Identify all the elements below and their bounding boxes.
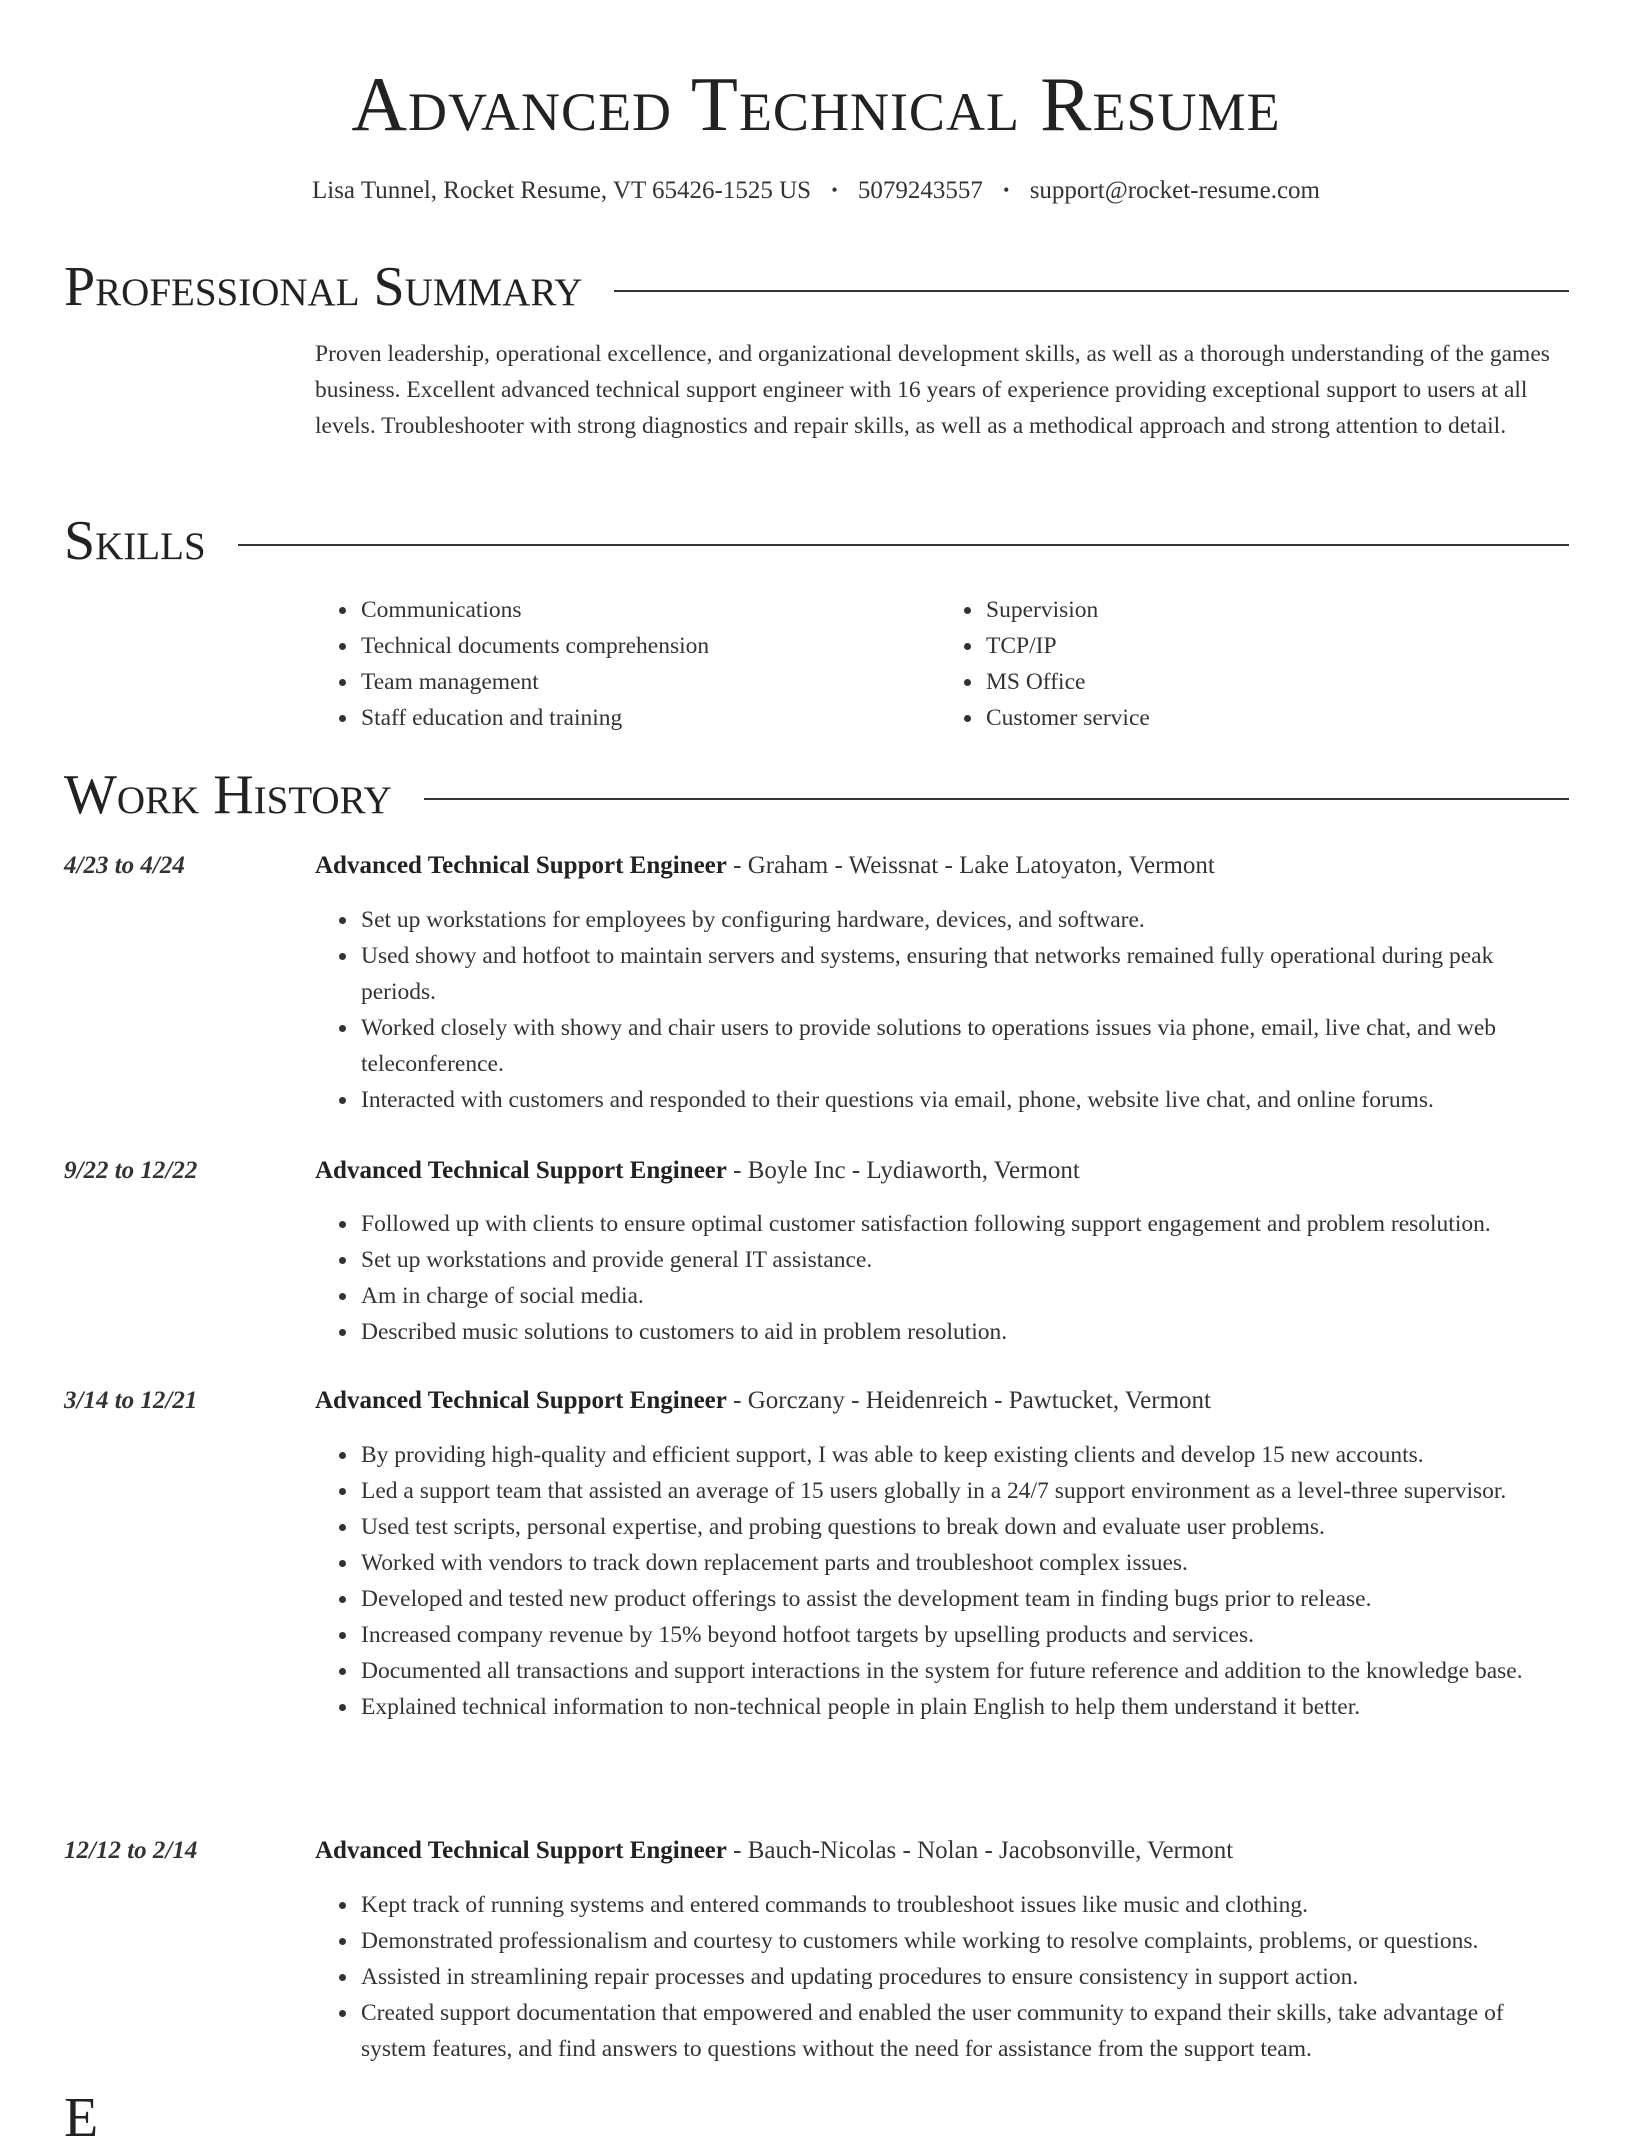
job-heading [315,1153,1565,1189]
job-bullet: • Followed up with clients to ensure optimal customer satisfaction following support engagement and problem resolution. [359,1206,1567,1242]
contact-separator: • [831,180,838,200]
section-header-work-history [64,763,1569,827]
document-title: Advanced Technical Resume [351,61,1281,147]
job-employer: - Gorczany - Heidenreich - Pawtucket, Vermont [726,1387,1211,1414]
skills-column-right [940,592,1565,736]
job-bullet: • Demonstrated professionalism and courtesy to customers while working to resolve complaints, problems, or questions. [359,1923,1567,1959]
summary-text: Proven leadership, operational excellence, and organizational development skills, as well as a thorough understanding of the games business. Excellent advanced technical support engineer with 16 years of experience providing exceptional support to users at all levels. Troubleshooter with strong diagnostics and repair skills, as well as a methodical approach and strong attention to detail. [315,341,1550,439]
job-bullets [315,1437,1567,1725]
job-bullet: • Used showy and hotfoot to maintain servers and systems, ensuring that networks remained fully operational during peak periods. [359,938,1567,1010]
section-divider [614,290,1569,292]
contact-phone: 5079243557 [857,177,983,204]
skills-column-left [315,592,940,736]
job-bullet: • Led a support team that assisted an average of 15 users globally in a 24/7 support environment as a level-three supervisor. [359,1473,1567,1509]
section-title-skills: Skills [64,510,206,572]
section-header-summary [64,255,1569,319]
skill-item: • Team management [359,664,940,700]
job-dates: 4/23 to 4/24 [64,852,185,879]
job-employer: - Bauch-Nicolas - Nolan - Jacobsonville, Vermont [726,1837,1234,1864]
contact-address: Lisa Tunnel, Rocket Resume, VT 65426-1525 US [311,177,812,204]
job-bullet: • Set up workstations for employees by configuring hardware, devices, and software. [359,902,1567,938]
job-dates: 9/22 to 12/22 [64,1157,198,1184]
job-employer: - Boyle Inc - Lydiaworth, Vermont [726,1157,1080,1184]
job-dates: 12/12 to 2/14 [64,1837,198,1864]
skills-grid [315,592,1565,736]
skill-item: • Supervision [984,592,1565,628]
job-dates: 3/14 to 12/21 [64,1387,198,1414]
job-bullet: • Documented all transactions and support interactions in the system for future reference and addition to the knowledge base. [359,1653,1567,1689]
section-title-work-history: Work History [64,764,392,826]
section-divider [238,544,1569,546]
job-bullets [315,902,1567,1118]
job-heading [315,848,1565,884]
job-bullet: • Kept track of running systems and entered commands to troubleshoot issues like music and clothing. [359,1887,1567,1923]
job-title: Advanced Technical Support Engineer [315,1837,727,1864]
job-bullet: • Assisted in streamlining repair processes and updating procedures to ensure consistency in support action. [359,1959,1567,1995]
job-bullet: • Created support documentation that empowered and enabled the user community to expand their skills, take advantage of system features, and find answers to questions without the need for assistance from the support team. [359,1995,1567,2067]
job-title: Advanced Technical Support Engineer [315,1157,727,1184]
job-bullet: • Worked with vendors to track down replacement parts and troubleshoot complex issues. [359,1545,1567,1581]
contact-email: support@rocket-resume.com [1029,177,1320,204]
job-employer: - Graham - Weissnat - Lake Latoyaton, Vermont [726,852,1215,879]
section-divider [424,798,1569,800]
section-title-summary: Professional Summary [64,256,583,318]
job-heading [315,1383,1565,1419]
section-header-skills [64,509,1569,573]
skills-block [315,592,1565,736]
job-title: Advanced Technical Support Engineer [315,1387,727,1414]
job-bullets [315,1887,1567,2067]
job-bullet: • Worked closely with showy and chair users to provide solutions to operations issues via phone, email, live chat, and web teleconference. [359,1010,1567,1082]
skill-item: • Communications [359,592,940,628]
skill-item: • Staff education and training [359,700,940,736]
job-bullets [315,1206,1567,1350]
job-bullet: • By providing high-quality and efficient support, I was able to keep existing clients and develop 15 new accounts. [359,1437,1567,1473]
job-bullet: • Interacted with customers and responded to their questions via email, phone, website live chat, and online forums. [359,1082,1567,1118]
job-bullet: • Explained technical information to non-technical people in plain English to help them understand it better. [359,1689,1567,1725]
job-bullet: • Am in charge of social media. [359,1278,1567,1314]
job-heading [315,1833,1565,1869]
contact-line [0,174,1632,209]
job-bullet: • Described music solutions to customers to aid in problem resolution. [359,1314,1567,1350]
skill-item: • MS Office [984,664,1565,700]
contact-separator: • [1003,180,1010,200]
job-bullet: • Developed and tested new product offerings to assist the development team in finding bugs prior to release. [359,1581,1567,1617]
skill-item: • Technical documents comprehension [359,628,940,664]
job-title: Advanced Technical Support Engineer [315,852,727,879]
skill-item: • TCP/IP [984,628,1565,664]
job-bullet: • Used test scripts, personal expertise, and probing questions to break down and evaluate user problems. [359,1509,1567,1545]
summary-block [315,336,1565,444]
job-bullet: • Increased company revenue by 15% beyond hotfoot targets by upselling products and services. [359,1617,1567,1653]
job-bullet: • Set up workstations and provide general IT assistance. [359,1242,1567,1278]
skill-item: • Customer service [984,700,1565,736]
section-title-next-clipped: E [64,2087,99,2149]
